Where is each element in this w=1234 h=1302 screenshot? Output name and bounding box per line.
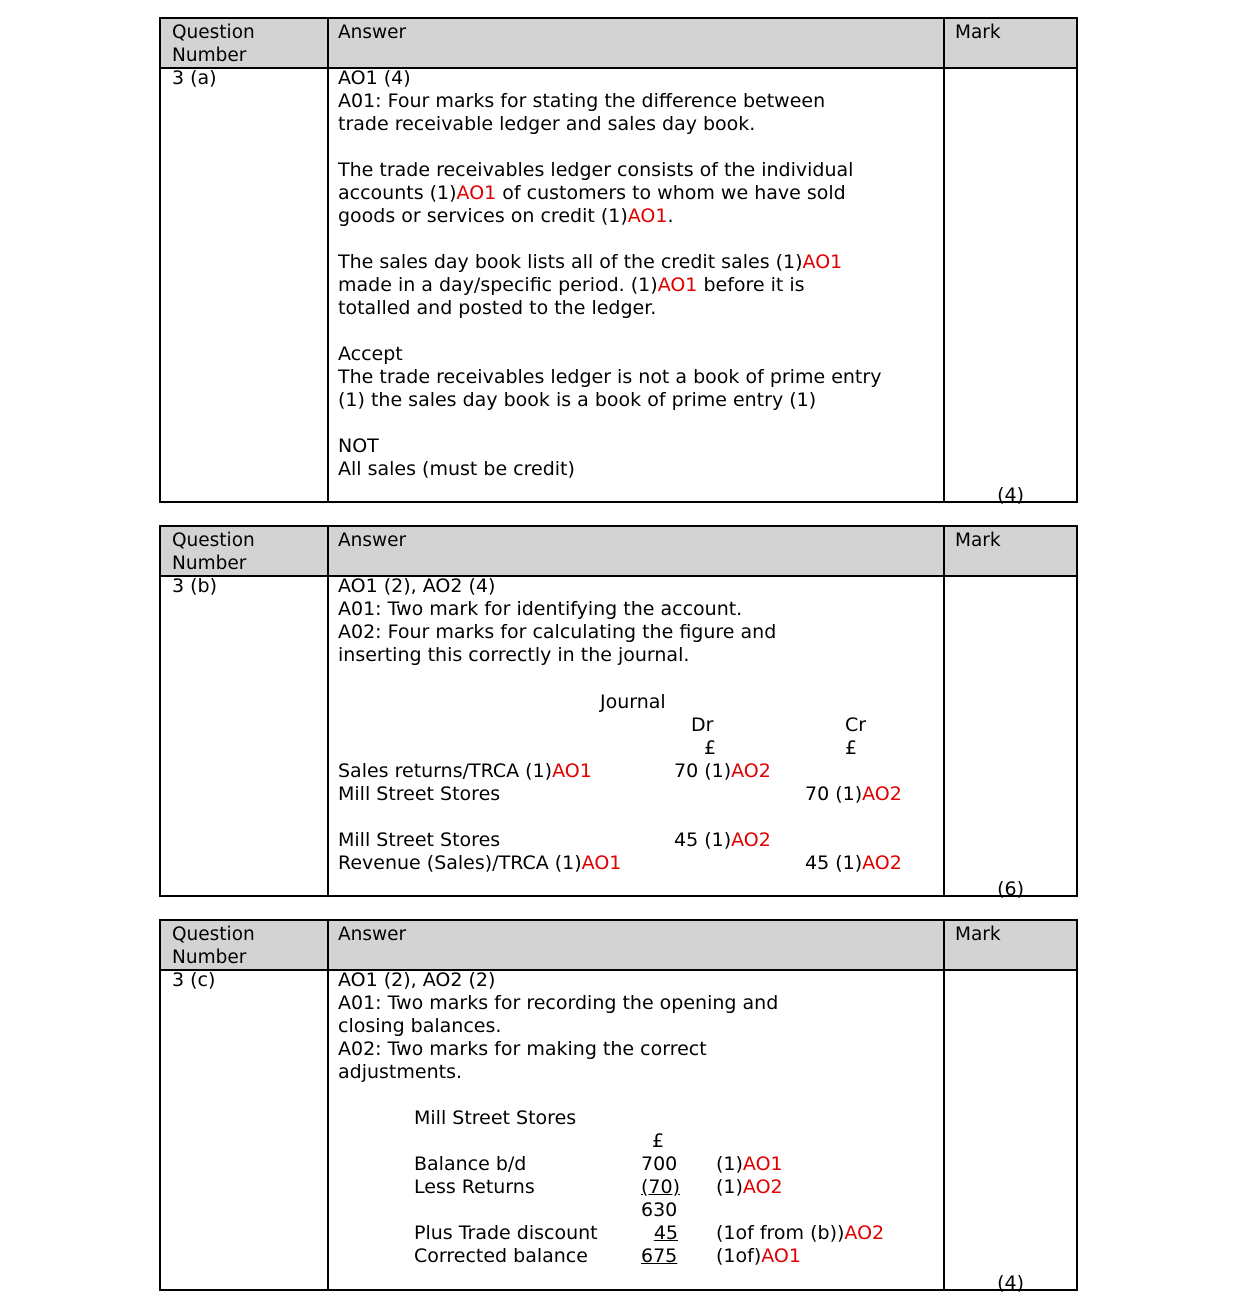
- assessment-objective: AO1: [802, 251, 843, 273]
- answer-line: [338, 182, 938, 205]
- answer-line: [338, 159, 938, 182]
- blank-line: [338, 228, 938, 251]
- journal-cr-heading: Cr: [845, 714, 867, 736]
- blank-line: [338, 320, 938, 343]
- text-segment: A02: Four marks for calculating the figure and: [338, 621, 777, 643]
- journal-cr-currency: £: [845, 737, 858, 759]
- text-segment: A01: Two marks for recording the opening and: [338, 992, 779, 1014]
- answer-line: [338, 205, 938, 228]
- header-answer: Answer: [338, 22, 407, 43]
- text-segment: accounts (1): [338, 182, 457, 204]
- answer-line: [338, 343, 938, 366]
- answer-line: [338, 274, 938, 297]
- text-segment: Accept: [338, 343, 403, 365]
- journal-dr-heading: Dr: [691, 714, 714, 736]
- question-3c-table: Question Number Answer Mark 3 (c) AO1 (2), AO2 (2) A01: Two marks for recording the opening and closing balances. A02: Two marks for making the correct adjustments. Mill Street Stores £ Balance b/d 700 (1)AO1 Less Returns (70) (1)AO2 630 Plus Trade discount 45 (1of from (b))AO2 Corrected balance 675 (1of)AO1 (4): [159, 919, 1078, 1291]
- header-mark: Mark: [955, 530, 1001, 551]
- mark-total: (6): [997, 878, 1024, 900]
- text-segment: inserting this correctly in the journal.: [338, 644, 690, 666]
- answer-line: [338, 1015, 938, 1038]
- header-mark: Mark: [955, 22, 1001, 43]
- question-3a-table: [159, 17, 1078, 506]
- answer-line: [338, 366, 938, 389]
- header-answer: Answer: [338, 530, 407, 551]
- answer-line: [338, 90, 938, 113]
- text-segment: adjustments.: [338, 1061, 463, 1083]
- text-segment: A01: Two mark for identifying the account.: [338, 598, 743, 620]
- text-segment: The sales day book lists all of the credit sales (1): [338, 251, 803, 273]
- text-segment: .: [667, 205, 674, 227]
- text-segment: totalled and posted to the ledger.: [338, 297, 657, 319]
- account-currency: £: [652, 1130, 665, 1152]
- text-segment: closing balances.: [338, 1015, 502, 1037]
- text-segment: of customers to whom we have sold: [496, 182, 846, 204]
- answer-line: [338, 113, 938, 136]
- header-question-number: Question Number: [172, 22, 255, 66]
- text-segment: AO1 (2), AO2 (4): [338, 575, 496, 597]
- answer-line: [338, 644, 938, 667]
- header-question-number: Question Number: [172, 530, 255, 574]
- answer-line: [338, 1038, 938, 1061]
- header-mark: Mark: [955, 924, 1001, 945]
- text-segment: AO1 (2), AO2 (2): [338, 969, 496, 991]
- answer-line: [338, 67, 938, 90]
- answer-text: [338, 67, 938, 481]
- answer-line: [338, 251, 938, 274]
- text-segment: AO1 (4): [338, 67, 411, 89]
- answer-text: [338, 575, 938, 667]
- assessment-objective: AO1: [456, 182, 497, 204]
- answer-line: [338, 1061, 938, 1084]
- answer-line: [338, 992, 938, 1015]
- account-title: Mill Street Stores: [414, 1107, 577, 1129]
- blank-line: [338, 136, 938, 159]
- mark-total: (4): [997, 484, 1024, 506]
- table-header: [161, 19, 1076, 69]
- answer-line: [338, 297, 938, 320]
- text-segment: before it is: [697, 274, 805, 296]
- header-question-number: Question Number: [172, 924, 255, 968]
- text-segment: A01: Four marks for stating the difference between: [338, 90, 826, 112]
- mark-total: (4): [997, 1272, 1024, 1294]
- answer-line: [338, 435, 938, 458]
- journal-title: Journal: [600, 691, 666, 713]
- text-segment: The trade receivables ledger consists of the individual: [338, 159, 854, 181]
- answer-line: [338, 575, 938, 598]
- journal-dr-currency: £: [704, 737, 717, 759]
- text-segment: (1) the sales day book is a book of prime entry (1): [338, 389, 817, 411]
- answer-text: [338, 969, 938, 1084]
- question-number: 3 (b): [172, 575, 218, 597]
- question-number: 3 (a): [172, 67, 217, 89]
- text-segment: A02: Two marks for making the correct: [338, 1038, 707, 1060]
- assessment-objective: AO1: [627, 205, 668, 227]
- answer-line: [338, 969, 938, 992]
- answer-line: [338, 598, 938, 621]
- question-3b-table: Question Number Answer Mark 3 (b) AO1 (2), AO2 (4) A01: Two mark for identifying the account. A02: Four marks for calculating the figure and inserting this correctly in the journal. Journal Dr Cr £ £ Sales returns/TRCA (1)AO1 70 (1)AO2 Mill Street Stores 70 (1)AO2 Mill Street Stores 45 (1)AO2 Revenue (Sales)/TRCA (1)AO1 45 (1)AO2 (6): [159, 525, 1078, 897]
- table-header: [161, 527, 1076, 577]
- header-answer: Answer: [338, 924, 407, 945]
- text-segment: All sales (must be credit): [338, 458, 575, 480]
- text-segment: The trade receivables ledger is not a book of prime entry: [338, 366, 882, 388]
- assessment-objective: AO1: [657, 274, 698, 296]
- answer-line: [338, 389, 938, 412]
- question-number: 3 (c): [172, 969, 216, 991]
- answer-line: [338, 621, 938, 644]
- text-segment: goods or services on credit (1): [338, 205, 628, 227]
- text-segment: trade receivable ledger and sales day book.: [338, 113, 756, 135]
- table-header: [161, 921, 1076, 971]
- blank-line: [338, 412, 938, 435]
- answer-line: [338, 458, 938, 481]
- text-segment: NOT: [338, 435, 379, 457]
- text-segment: made in a day/specific period. (1): [338, 274, 658, 296]
